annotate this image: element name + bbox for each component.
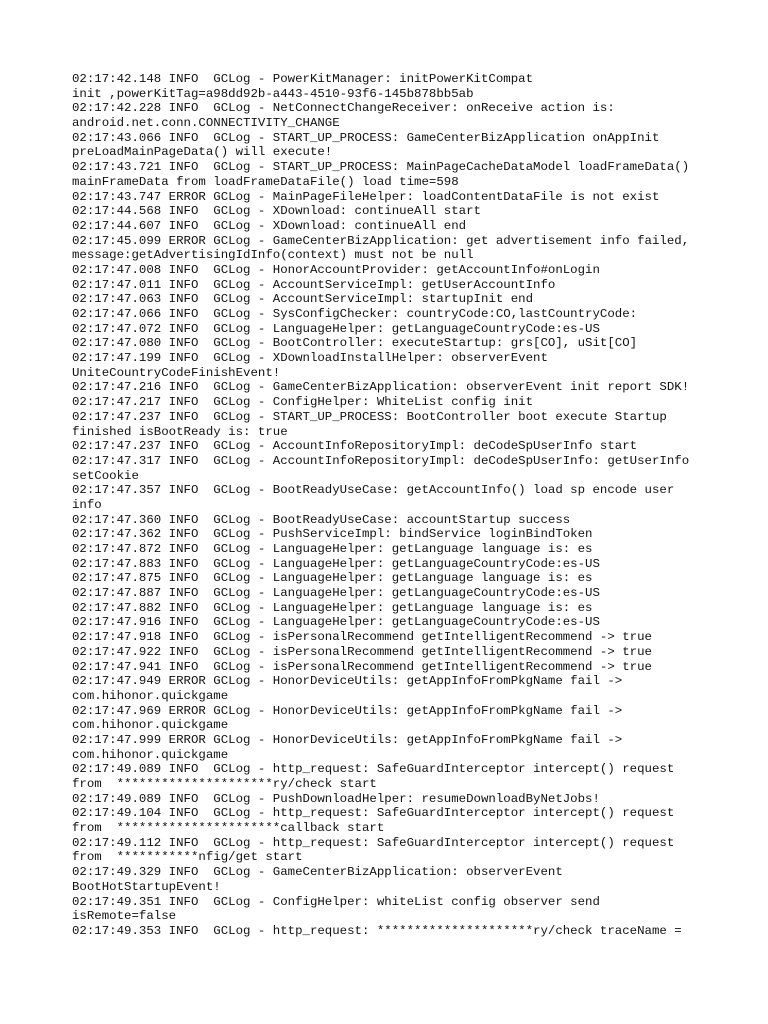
log-line: 02:17:47.362 INFO GCLog - PushServiceImpl: bindService loginBindToken — [72, 527, 593, 542]
log-line: 02:17:47.357 INFO GCLog - BootReadyUseCase: getAccountInfo() load sp encode user — [72, 483, 675, 498]
log-line: 02:17:43.747 ERROR GCLog - MainPageFileHelper: loadContentDataFile is not exist — [72, 189, 660, 204]
log-text — [72, 72, 722, 939]
log-line: com.hihonor.quickgame — [72, 747, 229, 762]
log-line: mainFrameData from loadFrameDataFile() load time=598 — [72, 174, 459, 189]
log-line: 02:17:47.199 INFO GCLog - XDownloadInstallHelper: observerEvent — [72, 351, 548, 366]
log-line: 02:17:47.882 INFO GCLog - LanguageHelper: getLanguage language is: es — [72, 600, 593, 615]
log-line: message:getAdvertisingIdInfo(context) must not be null — [72, 248, 474, 263]
log-line: 02:17:44.607 INFO GCLog - XDownload: continueAll end — [72, 218, 467, 233]
log-line: preLoadMainPageData() will execute! — [72, 145, 333, 160]
log-line: 02:17:47.066 INFO GCLog - SysConfigChecker: countryCode:CO,lastCountryCode: — [72, 307, 638, 321]
log-line: UniteCountryCodeFinishEvent! — [72, 365, 281, 380]
log-line: 02:17:47.969 ERROR GCLog - HonorDeviceUtils: getAppInfoFromPkgName fail -> — [72, 703, 623, 718]
log-line: 02:17:49.329 INFO GCLog - GameCenterBizApplication: observerEvent — [72, 865, 563, 880]
log-line: 02:17:49.089 INFO GCLog - http_request: SafeGuardInterceptor intercept() request — [72, 762, 675, 777]
log-line: BootHotStartupEvent! — [72, 879, 221, 894]
log-line: 02:17:47.237 INFO GCLog - AccountInfoRepositoryImpl: deCodeSpUserInfo start — [72, 439, 638, 454]
log-line: 02:17:47.918 INFO GCLog - isPersonalRecommend getIntelligentRecommend -> true — [72, 630, 652, 645]
log-line: 02:17:47.217 INFO GCLog - ConfigHelper: WhiteList config init — [72, 395, 534, 410]
log-line: com.hihonor.quickgame — [72, 718, 229, 733]
log-line: 02:17:47.949 ERROR GCLog - HonorDeviceUtils: getAppInfoFromPkgName fail -> — [72, 674, 623, 689]
log-line: from ***********nfig/get start — [72, 850, 303, 865]
log-line: 02:17:42.148 INFO GCLog - PowerKitManager: initPowerKitCompat — [72, 72, 534, 86]
log-line: 02:17:47.080 INFO GCLog - BootController: executeStartup: grs[CO], uSit[CO] — [72, 336, 638, 351]
log-line: setCookie — [72, 468, 139, 483]
log-line: 02:17:47.072 INFO GCLog - LanguageHelper: getLanguageCountryCode:es-US — [72, 321, 600, 336]
log-line: 02:17:42.228 INFO GCLog - NetConnectChangeReceiver: onReceive action is: — [72, 101, 615, 116]
log-line: 02:17:47.216 INFO GCLog - GameCenterBizApplication: observerEvent init report SDK! — [72, 380, 690, 395]
log-line: 02:17:43.066 INFO GCLog - START_UP_PROCESS: GameCenterBizApplication onAppInit — [72, 130, 660, 145]
log-line: 02:17:45.099 ERROR GCLog - GameCenterBizApplication: get advertisement info failed, — [72, 233, 690, 248]
log-line: 02:17:47.008 INFO GCLog - HonorAccountProvider: getAccountInfo#onLogin — [72, 262, 600, 277]
log-line: 02:17:47.011 INFO GCLog - AccountServiceImpl: getUserAccountInfo — [72, 277, 556, 292]
log-line: 02:17:47.887 INFO GCLog - LanguageHelper: getLanguageCountryCode:es-US — [72, 586, 600, 601]
log-line: 02:17:47.916 INFO GCLog - LanguageHelper: getLanguageCountryCode:es-US — [72, 615, 600, 630]
log-line: com.hihonor.quickgame — [72, 688, 229, 703]
log-line: 02:17:43.721 INFO GCLog - START_UP_PROCESS: MainPageCacheDataModel loadFrameData() — [72, 160, 690, 175]
log-line: 02:17:47.237 INFO GCLog - START_UP_PROCESS: BootController boot execute Startup — [72, 409, 667, 424]
log-line: 02:17:49.104 INFO GCLog - http_request: SafeGuardInterceptor intercept() request — [72, 806, 675, 821]
log-line: 02:17:47.872 INFO GCLog - LanguageHelper: getLanguage language is: es — [72, 542, 593, 556]
log-line: 02:17:49.089 INFO GCLog - PushDownloadHelper: resumeDownloadByNetJobs! — [72, 791, 600, 806]
log-line: init ,powerKitTag=a98dd92b-a443-4510-93f6-145b878bb5ab — [72, 86, 474, 101]
log-line: 02:17:44.568 INFO GCLog - XDownload: continueAll start — [72, 204, 481, 219]
log-line: 02:17:47.999 ERROR GCLog - HonorDeviceUtils: getAppInfoFromPkgName fail -> — [72, 732, 623, 747]
log-line: android.net.conn.CONNECTIVITY_CHANGE — [72, 116, 340, 131]
log-line: 02:17:47.883 INFO GCLog - LanguageHelper: getLanguageCountryCode:es-US — [72, 556, 600, 571]
log-line: 02:17:49.112 INFO GCLog - http_request: SafeGuardInterceptor intercept() request — [72, 835, 675, 850]
log-line: from **********************callback start — [72, 821, 385, 836]
log-line: 02:17:47.875 INFO GCLog - LanguageHelper: getLanguage language is: es — [72, 571, 593, 586]
log-line: finished isBootReady is: true — [72, 424, 288, 439]
log-line: 02:17:49.351 INFO GCLog - ConfigHelper: whiteList config observer send — [72, 894, 600, 909]
log-line: 02:17:47.922 INFO GCLog - isPersonalRecommend getIntelligentRecommend -> true — [72, 644, 652, 659]
log-line: 02:17:47.317 INFO GCLog - AccountInfoRepositoryImpl: deCodeSpUserInfo: getUserInfo — [72, 453, 690, 468]
log-line: 02:17:47.063 INFO GCLog - AccountServiceImpl: startupInit end — [72, 292, 534, 307]
log-line: 02:17:47.941 INFO GCLog - isPersonalRecommend getIntelligentRecommend -> true — [72, 659, 652, 674]
log-line: isRemote=false — [72, 909, 177, 924]
log-line: 02:17:49.353 INFO GCLog - http_request: *********************ry/check traceName = — [72, 923, 682, 938]
log-line: 02:17:47.360 INFO GCLog - BootReadyUseCase: accountStartup success — [72, 512, 571, 527]
log-line: info — [72, 497, 102, 512]
log-line: from *********************ry/check start — [72, 777, 377, 791]
